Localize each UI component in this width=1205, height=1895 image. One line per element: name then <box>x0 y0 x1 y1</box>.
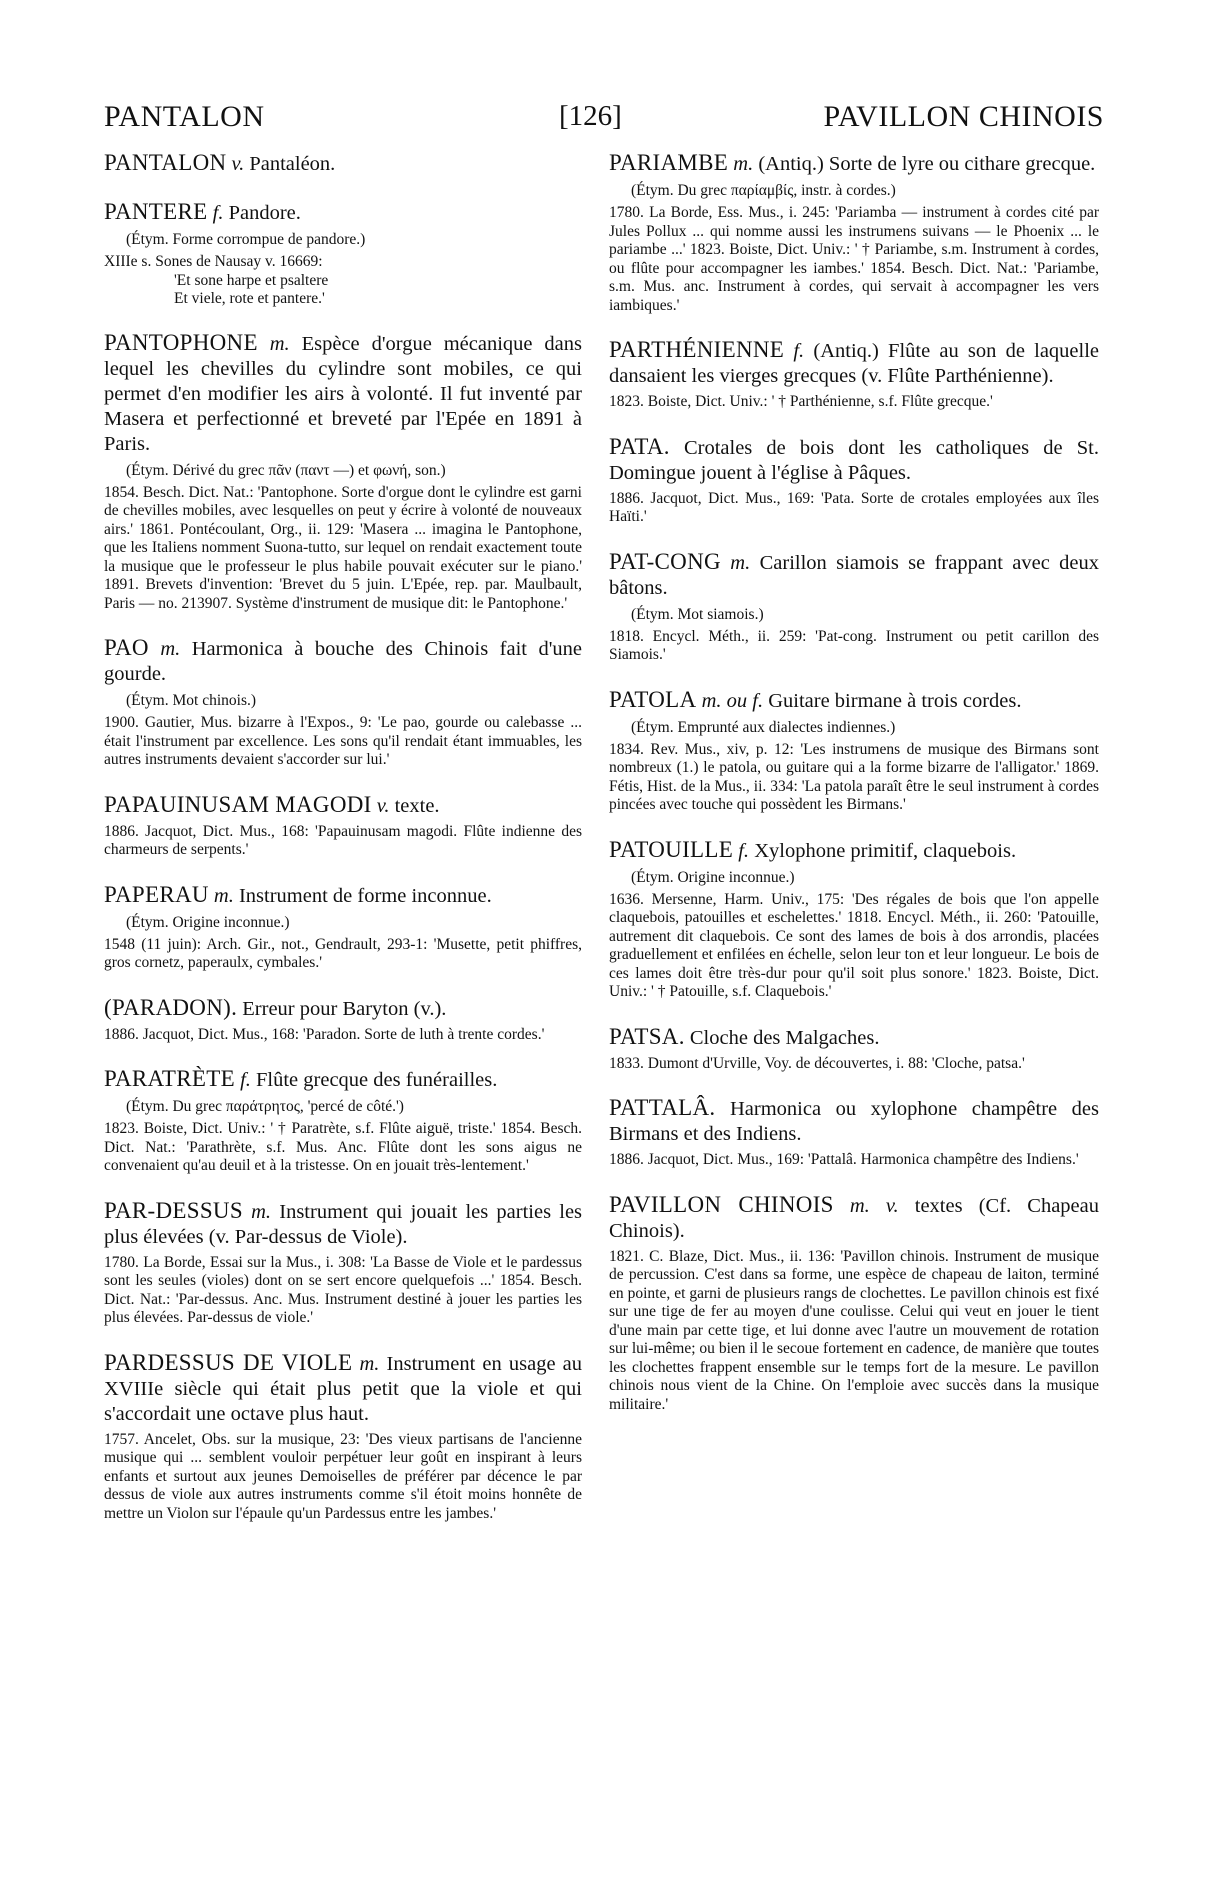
definition-text: Pandore. <box>228 202 301 224</box>
definition-text: Harmonica à bouche des Chinois fait d'une gourde. <box>104 638 583 685</box>
headword: PATA. <box>609 433 670 459</box>
dictionary-entry <box>104 995 582 1045</box>
dictionary-entry <box>104 1198 582 1328</box>
right-column <box>609 150 1099 1426</box>
citation: 1548 (11 juin): Arch. Gir., not., Gendrault, 293-1: 'Musette, petit phiffres, gros cornetz, paperaulx, cymbales.' <box>104 935 582 971</box>
entry-definition-line <box>104 1350 582 1427</box>
grammatical-label: m. v. <box>849 1194 899 1217</box>
citation: 1833. Dumont d'Urville, Voy. de découvertes, i. 88: 'Cloche, patsa.' <box>609 1054 1025 1072</box>
definition-text: Carillon siamois se frappant avec deux bâtons. <box>609 551 1100 599</box>
headword: PARIAMBE <box>609 150 729 175</box>
grammatical-label: f. <box>738 839 750 862</box>
definition-text: Cloche des Malgaches. <box>689 1026 880 1049</box>
verse-source: XIIIe s. Sones de Nausay v. 16669: <box>104 253 323 270</box>
definition-text: (Antiq.) Flûte au son de laquelle dansaient les vierges grecques (v. Flûte Parthénienne). <box>609 340 1100 387</box>
etymology: (Étym. Mot siamois.) <box>631 605 764 623</box>
headword: PANTALON <box>104 150 227 175</box>
citation: 1780. La Borde, Essai sur la Mus., i. 308: 'La Basse de Viole et le pardessus sont les seules (violes) dont on se sert encore quelquefois ...' 1854. Besch. Dict. Nat.: 'Par-dessus. Anc. Mus. Instrument destiné à jouer les parties les plus élevées. Par-dessus de viole.' <box>104 1253 582 1326</box>
dictionary-entry <box>104 1066 582 1176</box>
grammatical-label: m. ou f. <box>701 689 764 712</box>
definition-text: Xylophone primitif, claquebois. <box>754 839 1017 862</box>
grammatical-label: f. <box>212 202 224 224</box>
entry-definition-line <box>609 1024 1099 1051</box>
definition-text: Instrument qui jouait les parties les plus élevées (v. Par-dessus de Viole). <box>104 1200 583 1248</box>
dictionary-entry <box>104 1350 582 1524</box>
etymology: (Étym. Forme corrompue de pandore.) <box>126 231 366 248</box>
entry-definition-line <box>609 1192 1099 1244</box>
etymology: (Étym. Origine inconnue.) <box>126 913 290 931</box>
headword: PATOUILLE <box>609 836 734 862</box>
grammatical-label: f. <box>240 1069 251 1091</box>
entry-definition-line <box>609 337 1099 389</box>
citation: 1834. Rev. Mus., xiv, p. 12: 'Les instrumens de musique des Birmans sont nombreux (1.) le patola, ou guitare qui a la forme bizarre de l'alligator.' 1869. Fétis, Hist. de la Mus., ii. 334: 'La patola paraît être le seul instrument à cordes pincées avec touche qui possèdent les Birmans.' <box>609 740 1099 813</box>
grammatical-label: v. <box>231 153 245 175</box>
headword: PAVILLON CHINOIS <box>609 1191 834 1217</box>
headword: PAPERAU <box>104 881 209 907</box>
definition-text: Flûte grecque des funérailles. <box>256 1069 498 1091</box>
citation: 1886. Jacquot, Dict. Mus., 168: 'Paradon. Sorte de luth à trente cordes.' <box>104 1025 545 1043</box>
dictionary-entry <box>104 882 582 973</box>
left-column <box>104 150 582 1535</box>
definition-text: Erreur pour Baryton (v.). <box>242 997 447 1020</box>
headword: PANTERE <box>104 199 208 224</box>
definition-text: Instrument de forme inconnue. <box>238 884 492 907</box>
etymology: (Étym. Mot chinois.) <box>126 692 257 709</box>
grammatical-label: m. <box>213 884 234 907</box>
grammatical-label: m. <box>269 332 290 355</box>
definition-text: Instrument en usage au XVIIIe siècle qui était plus petit que la viole et qui s'accordait une octave plus haut. <box>104 1352 583 1425</box>
running-head <box>104 100 1104 140</box>
headword: PAPAUINUSAM MAGODI <box>104 791 372 817</box>
dictionary-entry <box>609 434 1099 527</box>
verse-line: Et viele, rote et pantere.' <box>174 289 325 307</box>
grammatical-label: m. <box>733 153 754 175</box>
etymology: (Étym. Origine inconnue.) <box>631 868 795 886</box>
dictionary-entry <box>609 1024 1099 1074</box>
citation: 1886. Jacquot, Dict. Mus., 168: 'Papauinusam magodi. Flûte indienne des charmeurs de serpents.' <box>104 822 582 858</box>
entry-definition-line <box>609 837 1099 864</box>
entry-definition-line <box>104 199 582 226</box>
definition-text: Crotales de bois dont les catholiques de St. Domingue jouent à l'église à Pâques. <box>609 436 1099 484</box>
definition-text: Espèce d'orgue mécanique dans lequel les chevilles du cylindre sont mobiles, ce qui permet d'en modifier les airs à volonté. Il fut inventé par Masera et perfectionné et breveté par l'Epée en 1891 à Paris. <box>104 332 583 455</box>
citation: 1818. Encycl. Méth., ii. 259: 'Pat-cong. Instrument ou petit carillon des Siamois.' <box>609 627 1099 663</box>
etymology: (Étym. Du grec παράτρητος, 'percé de côté.') <box>126 1098 404 1115</box>
grammatical-label: v. <box>376 794 390 817</box>
etymology: (Étym. Du grec παρίαμβίς, instr. à cordes.) <box>631 182 896 199</box>
definition-text: (Antiq.) Sorte de lyre ou cithare grecque. <box>758 153 1096 175</box>
dictionary-entry <box>609 150 1099 315</box>
dictionary-entry <box>104 199 582 308</box>
definition-text: textes (Cf. Chapeau Chinois). <box>609 1194 1099 1242</box>
dictionary-entry <box>104 330 582 614</box>
citation: 1823. Boiste, Dict. Univ.: ' † Paratrète, s.f. Flûte aiguë, triste.' 1854. Besch. Dict. Nat.: 'Parathrète, s.f. Mus. Anc. Flûte dont les sons aigus ne convenaient qu'au deuil et à la tristesse. On en jouait très-lentement.' <box>104 1120 582 1174</box>
entry-definition-line <box>104 150 582 177</box>
grammatical-label: m. <box>160 638 181 660</box>
headword: PATOLA <box>609 686 697 712</box>
headword: PARDESSUS DE VIOLE <box>104 1349 353 1375</box>
dictionary-entry <box>104 792 582 860</box>
dictionary-entry <box>609 837 1099 1002</box>
entry-definition-line <box>609 1095 1099 1147</box>
verse-line: 'Et sone harpe et psaltere <box>174 271 329 289</box>
definition-text: Harmonica ou xylophone champêtre des Birmans et des Indiens. <box>609 1098 1100 1145</box>
citation: 1886. Jacquot, Dict. Mus., 169: 'Pattalâ. Harmonica champêtre des Indiens.' <box>609 1151 1079 1168</box>
citation: 1854. Besch. Dict. Nat.: 'Pantophone. Sorte d'orgue dont le cylindre est garni de chevilles mobiles, avec lesquelles on peut y écrire à volonté de nouveaux airs.' 1861. Pontécoulant, Org., ii. 129: 'Masera ... imagina le Pantophone, que les Italiens nomment Suona-tutto, sur lequel on rendait exactement toute la musique que le professeur le plus habile pouvait exécuter sur le piano.' 1891. Brevets d'invention: 'Brevet du 5 juin. L'Epée, rep. par. Maulbault, Paris — no. 213907. Système d'instrument de musique dit: le Pantophone.' <box>104 483 582 612</box>
headword: PARTHÉNIENNE <box>609 337 785 362</box>
etymology: (Étym. Emprunté aux dialectes indiennes.) <box>631 718 896 736</box>
entry-definition-line <box>104 995 582 1022</box>
definition-text: Guitare birmane à trois cordes. <box>768 689 1022 712</box>
grammatical-label: m. <box>730 551 751 574</box>
definition-text: Pantaléon. <box>249 153 336 175</box>
etymology: (Étym. Dérivé du grec πᾶν (παντ —) et φωνή, son.) <box>126 461 446 479</box>
entry-definition-line <box>104 1066 582 1093</box>
citation: 1821. C. Blaze, Dict. Mus., ii. 136: 'Pavillon chinois. Instrument de musique de percussion. C'est dans sa forme, une espèce de chapeau de laiton, terminé en pointe, et garni de plusieurs rangs de clochettes. Le pavillon chinois est fixé sur une tige de fer au moyen d'une coulisse. Celui qui veut en jouer le tient d'une main par cette tige, et lui donne avec l'autre un mouvement de rotation sur lui-même; ou bien il le secoue fortement en cadence, de manière que toutes les clochettes frappent ensemble sur le temps fort de la mesure. Le pavillon chinois nous vient de la Chine. On l'emploie avec succès dans la musique militaire.' <box>609 1247 1099 1413</box>
grammatical-label: m. <box>251 1200 272 1223</box>
headword: (PARADON). <box>104 994 238 1020</box>
dictionary-entry <box>609 337 1099 412</box>
entry-definition-line <box>609 434 1099 486</box>
headword: PANTOPHONE <box>104 329 258 355</box>
dictionary-entry <box>609 1192 1099 1415</box>
entry-definition-line <box>104 792 582 819</box>
dictionary-entry <box>609 687 1099 815</box>
entry-definition-line <box>104 1198 582 1250</box>
running-head-right: PAVILLON CHINOIS <box>823 100 1104 133</box>
citation: 1636. Mersenne, Harm. Univ., 175: 'Des régales de bois que l'on appelle claquebois, patouilles et eschelettes.' 1818. Encycl. Méth., ii. 260: 'Patouille, autrement dit claquebois. Ce sont des lames de bois à dos arrondis, placées graduellement et enfilées en échelle, selon leur ton et leur longueur. Le bois de ces lames doit être très-dur pour qu'il soit plus sonore.' 1823. Boiste, Dict. Univ.: ' † Patouille, s.f. Claquebois.' <box>609 890 1099 1000</box>
entry-definition-line <box>104 330 582 457</box>
grammatical-label: m. <box>359 1352 380 1375</box>
definition-text: texte. <box>394 794 440 817</box>
dictionary-entry <box>104 150 582 177</box>
running-head-left: PANTALON <box>104 100 265 133</box>
dictionary-entry <box>609 1095 1099 1170</box>
entry-definition-line <box>609 150 1099 177</box>
dictionary-entry <box>104 635 582 770</box>
entry-definition-line <box>609 687 1099 714</box>
entry-definition-line <box>609 549 1099 601</box>
headword: PAO <box>104 635 149 660</box>
citation: 1780. La Borde, Ess. Mus., i. 245: 'Pariamba — instrument à cordes cité par Jules Pollux ... qui nomme aussi les instrumens suivans — le Phoenix ... le pariambe ...' 1823. Boiste, Dict. Univ.: ' † Pariambe, s.m. Instrument à cordes, ou flûte pour accompagner les iambes.' 1854. Besch. Dict. Nat.: 'Pariambe, s.m. Mus. anc. Instrument à cordes, qui servait à accompagner les vers iambiques.' <box>609 204 1099 314</box>
page-number: [126] <box>559 100 622 132</box>
headword: PATTALÂ. <box>609 1095 716 1120</box>
entry-definition-line <box>104 882 582 909</box>
citation: 1757. Ancelet, Obs. sur la musique, 23: 'Des vieux partisans de l'ancienne musique qui ... semblent vouloir perpétuer leur goût en inspirant à leurs enfants et surtout aux jeunes Demoiselles de préférer par décence le par dessus de viole aux autres instruments comme s'il étoit moins honnête de mettre un Violon sur l'épaule qu'un Pardessus entre les jambes.' <box>104 1430 582 1522</box>
headword: PATSA. <box>609 1023 685 1049</box>
dictionary-entry <box>609 549 1099 665</box>
grammatical-label: f. <box>793 340 805 362</box>
citation: 1886. Jacquot, Dict. Mus., 169: 'Pata. Sorte de crotales employées aux îles Haïti.' <box>609 489 1099 525</box>
headword: PAR-DESSUS <box>104 1197 243 1223</box>
headword: PARATRÈTE <box>104 1066 235 1091</box>
entry-definition-line <box>104 635 582 687</box>
citation: 1900. Gautier, Mus. bizarre à l'Expos., 9: 'Le pao, gourde ou calebasse ... était l'instrument par excellence. Les sons qu'il rendait étant immuables, les autres instruments devaient s'accorder sur lui.' <box>104 714 582 768</box>
headword: PAT-CONG <box>609 548 721 574</box>
citation: 1823. Boiste, Dict. Univ.: ' † Parthénienne, s.f. Flûte grecque.' <box>609 393 993 410</box>
